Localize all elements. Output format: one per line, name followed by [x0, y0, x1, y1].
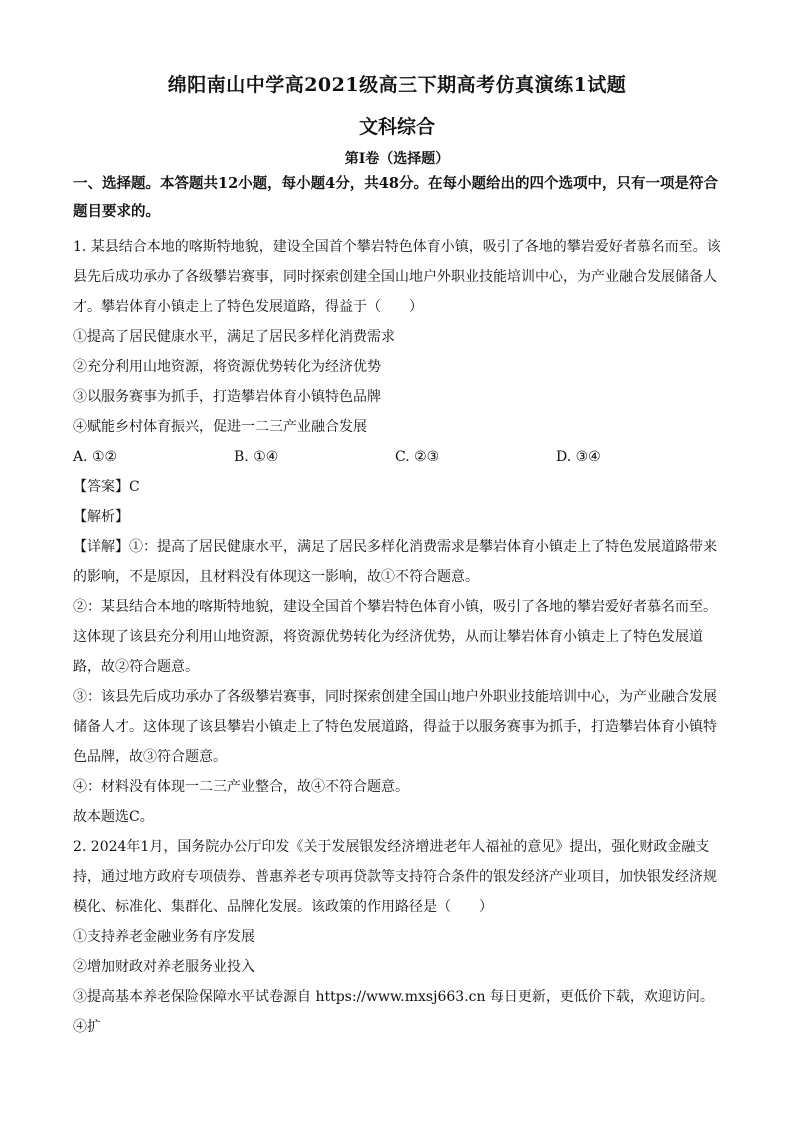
explanation-paragraph: ③：该县先后成功承办了各级攀岩赛事，同时探索创建全国山地户外职业技能培训中心，为产业融合发展储备人才。这体现了该县攀岩小镇走上了特色发展道路，得益于以服务赛事为抓手，打造攀岩体育小镇特色品牌，故③符合题意。 [73, 689, 717, 765]
option-c: C. ②③ [395, 449, 440, 465]
answer-label: 【答案】C [73, 479, 140, 495]
subject-title: 文科综合 [358, 116, 435, 138]
analysis-label: 【解析】 [73, 509, 129, 525]
question-2-item: ③提高基本养老保险保障水平试卷源自 https://www.mxsj663.cn 每日更新，更低价下载，欢迎访问。④扩 [73, 989, 714, 1035]
question-2-item: ②增加财政对养老服务业投入 [73, 959, 255, 975]
question-1-item: ①提高了居民健康水平，满足了居民多样化消费需求 [73, 329, 395, 345]
document-body [73, 170, 723, 1042]
question-1-item: ③以服务赛事为抓手，打造攀岩体育小镇特色品牌 [73, 389, 381, 405]
question-1-options [73, 442, 723, 472]
page-title: 绵阳南山中学高2021级高三下期高考仿真演练1试题 [167, 74, 627, 96]
explanation-conclusion: 故本题选C。 [73, 809, 154, 825]
explanation-paragraph: ④：材料没有体现一二三产业整合，故④不符合题意。 [73, 779, 409, 795]
question-2-stem: 2. 2024年1月，国务院办公厅印发《关于发展银发经济增进老年人福祉的意见》提出，强化财政金融支持，通过地方政府专项债券、普惠养老专项再贷款等支持符合条件的银发经济产业项目，加快银发经济规模化、标准化、集群化、品牌化发展。该政策的作用路径是（ ） [73, 839, 717, 915]
question-2-item: ①支持养老金融业务有序发展 [73, 929, 255, 945]
volume-heading: 第Ⅰ卷（选择题） [344, 151, 450, 167]
explanation-paragraph: ②：某县结合本地的喀斯特地貌，建设全国首个攀岩特色体育小镇，吸引了各地的攀岩爱好者慕名而至。这体现了该县充分利用山地资源，将资源优势转化为经济优势，从而让攀岩体育小镇走上了特色发展道路，故②符合题意。 [73, 599, 717, 675]
question-1-stem: 1. 某县结合本地的喀斯特地貌，建设全国首个攀岩特色体育小镇，吸引了各地的攀岩爱好者慕名而至。该县先后成功承办了各级攀岩赛事，同时探索创建全国山地户外职业技能培训中心，为产业融合发展储备人才。攀岩体育小镇走上了特色发展道路，得益于（ ） [73, 239, 721, 315]
question-1-item: ④赋能乡村体育振兴，促进一二三产业融合发展 [73, 419, 367, 435]
question-1-item: ②充分利用山地资源，将资源优势转化为经济优势 [73, 359, 381, 375]
option-a: A. ①② [73, 449, 118, 465]
section-instruction: 一、选择题。本答题共12小题，每小题4分，共48分。在每小题给出的四个选项中，只有一项是符合题目要求的。 [73, 175, 718, 220]
option-d: D. ③④ [556, 449, 601, 465]
explanation-paragraph: 【详解】①：提高了居民健康水平，满足了居民多样化消费需求是攀岩体育小镇走上了特色发展道路带来的影响，不是原因，且材料没有体现这一影响，故①不符合题意。 [73, 539, 717, 585]
option-b: B. ①④ [234, 449, 279, 465]
